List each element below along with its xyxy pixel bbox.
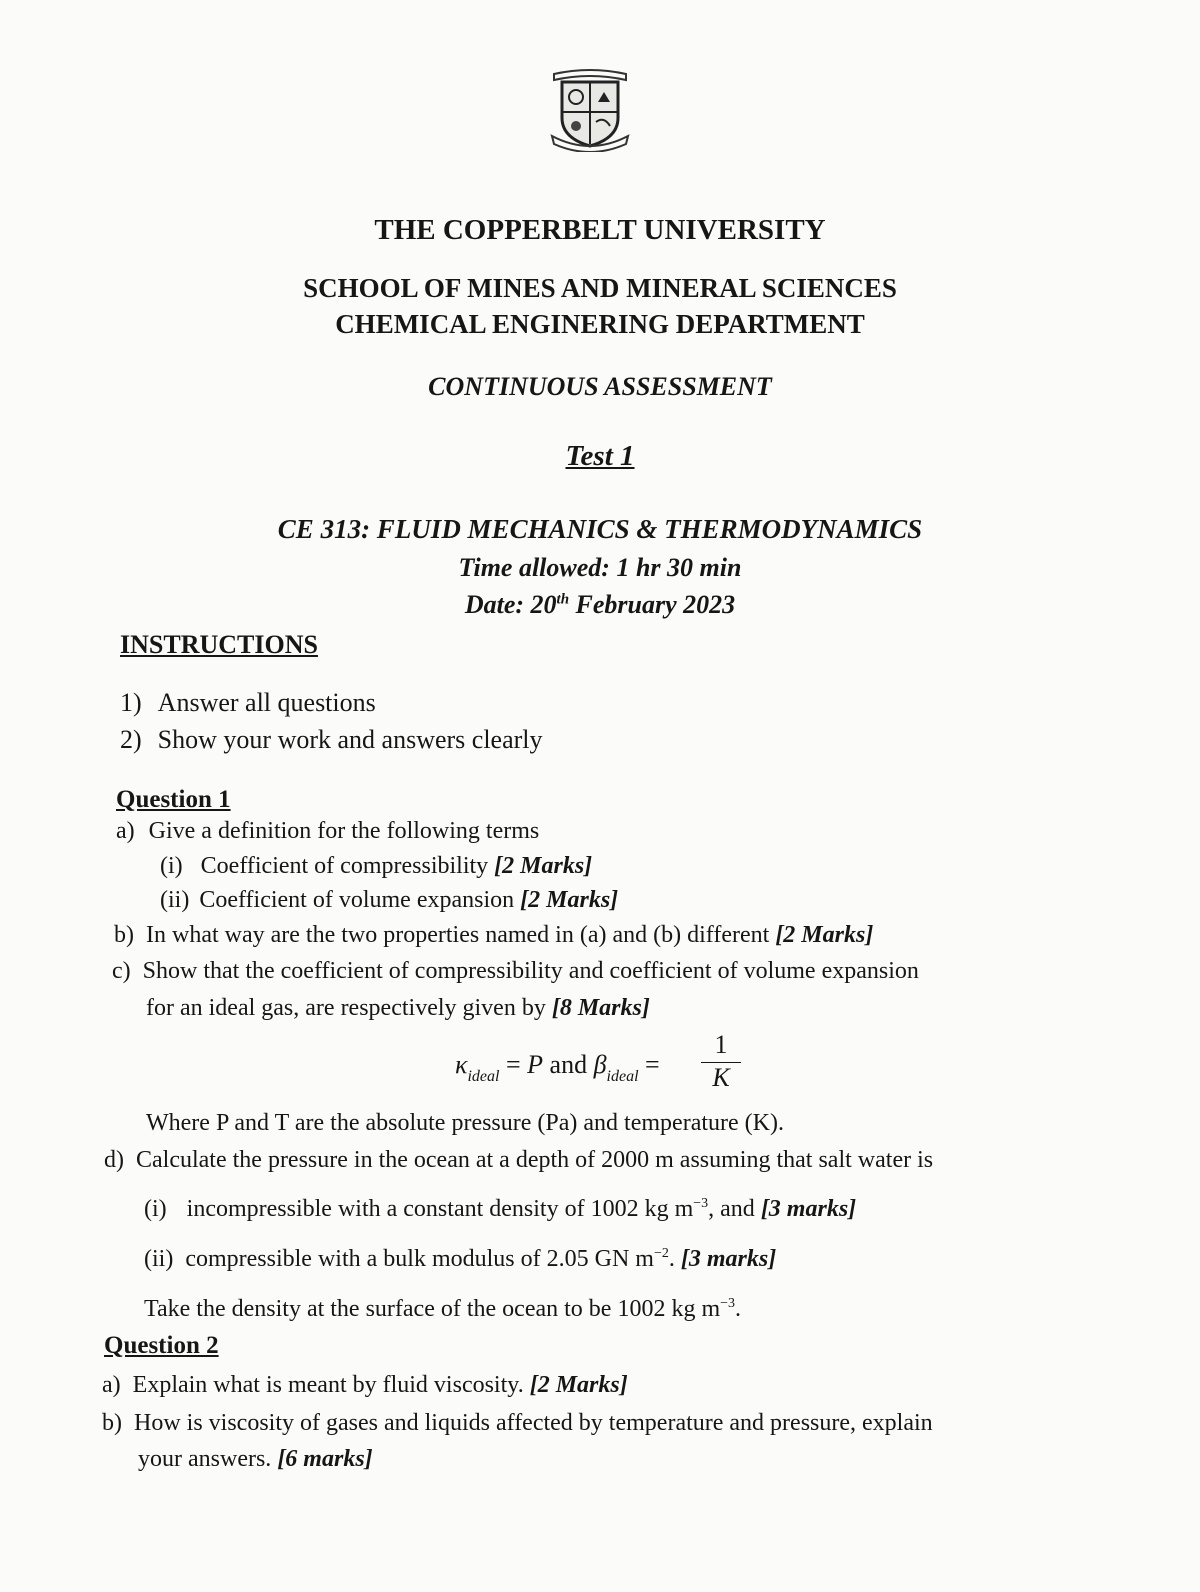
instruction-item: 2) Show your work and answers clearly <box>120 725 543 754</box>
instructions-heading: INSTRUCTIONS <box>120 630 318 659</box>
university-crest <box>548 66 632 152</box>
instruction-item: 1) Answer all questions <box>120 688 376 717</box>
q1-part-d-i: (i) incompressible with a constant density of 1002 kg $m^{-3}$, and [3 marks] <box>144 1196 857 1222</box>
q1-part-c-cont: for an ideal gas, are respectively given by [8 Marks] <box>146 995 650 1021</box>
q1-take-density: Take the density at the surface of the ocean to be 1002 kg $m^{-3}$. <box>144 1296 742 1322</box>
q2-part-a: a) Explain what is meant by fluid viscosity. [2 Marks] <box>102 1372 628 1398</box>
q1-part-d-ii: (ii) compressible with a bulk modulus of 2.05 GN $m^{-2}$. [3 marks] <box>144 1246 777 1272</box>
q1-part-b: b) In what way are the two properties named in (a) and (b) different [2 Marks] <box>114 922 874 948</box>
q1-part-a-ii: (ii) Coefficient of volume expansion [2 Marks] <box>160 887 619 913</box>
q1-where-text: Where P and T are the absolute pressure (Pa) and temperature (K). <box>146 1110 784 1136</box>
ideal-gas-equation: $\kappa_{ideal} = P$ and $\beta_{ideal}$ = <box>455 1050 660 1085</box>
q2-part-b-cont: your answers. [6 marks] <box>138 1446 373 1472</box>
question-2-heading: Question 2 <box>104 1332 219 1359</box>
fraction-one-over-k: 1 K <box>700 1030 742 1093</box>
department-name: CHEMICAL ENGINERING DEPARTMENT <box>335 309 865 339</box>
course-title: CE 313: FLUID MECHANICS & THERMODYNAMICS <box>277 514 923 544</box>
question-1-heading: Question 1 <box>116 786 231 813</box>
school-name: SCHOOL OF MINES AND MINERAL SCIENCES <box>303 273 897 303</box>
q1-part-c: c) Show that the coefficient of compressibility and coefficient of volume expansion <box>112 958 919 984</box>
q1-part-d: d) Calculate the pressure in the ocean at a depth of 2000 m assuming that salt water is <box>104 1147 934 1173</box>
university-name: THE COPPERBELT UNIVERSITY <box>374 214 826 246</box>
test-title: Test 1 <box>565 440 635 472</box>
q1-part-a: a) Give a definition for the following terms <box>116 818 540 844</box>
q2-part-b: b) How is viscosity of gases and liquids affected by temperature and pressure, explain <box>102 1410 933 1436</box>
q1-part-a-i: (i) Coefficient of compressibility [2 Marks] <box>160 853 593 879</box>
time-allowed: Time allowed: 1 hr 30 min <box>458 553 742 582</box>
exam-date: Date: 20th February 2023 <box>464 590 736 619</box>
assessment-title: CONTINUOUS ASSESSMENT <box>428 372 772 401</box>
